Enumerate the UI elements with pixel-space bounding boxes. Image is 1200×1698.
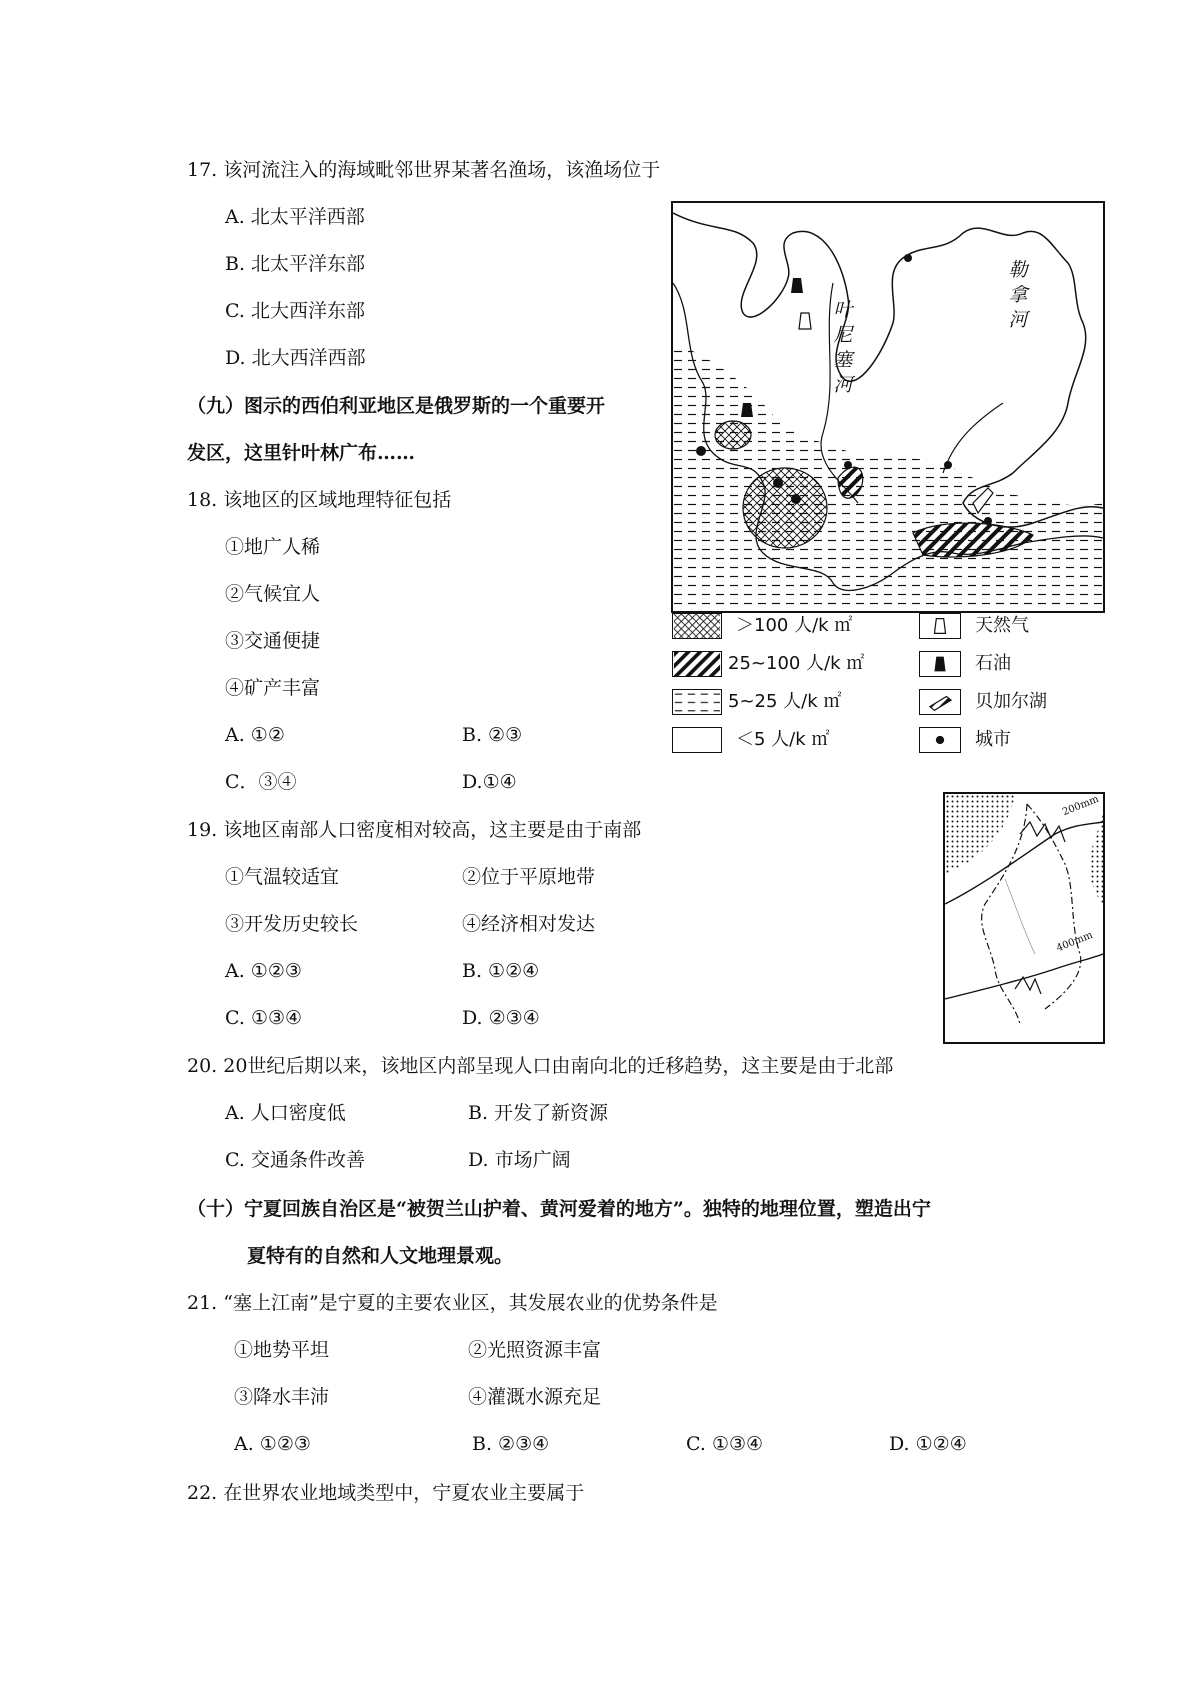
q18-item-3: ③交通便捷 xyxy=(225,630,321,652)
city-icon xyxy=(791,494,801,504)
ningxia-map-drawing xyxy=(945,794,1103,1042)
q19-item-1: ①气温较适宜 xyxy=(225,866,340,888)
q17-option-b[interactable]: B. 北太平洋东部 xyxy=(225,253,366,275)
q19-option-a[interactable]: A. ①②③ xyxy=(225,960,302,982)
city-icon xyxy=(696,446,706,456)
q20-stem: 20. 20世纪后期以来，该地区内部呈现人口由南向北的迁移趋势，这主要是由于北部 xyxy=(187,1055,894,1077)
siberia-map xyxy=(671,201,1105,613)
q17-stem: 17. 该河流注入的海域毗邻世界某著名渔场，该渔场位于 xyxy=(187,159,661,181)
q18-item-4: ④矿产丰富 xyxy=(225,677,321,699)
yenisei-river-label: 叶尼塞河 xyxy=(833,299,853,396)
section10-intro-line2: 夏特有的自然和人文地理景观。 xyxy=(247,1245,514,1267)
isohyet-400-label: 400mm xyxy=(1055,929,1095,955)
q18-option-a[interactable]: A. ①② xyxy=(225,724,285,746)
q19-stem: 19. 该地区南部人口密度相对较高，这主要是由于南部 xyxy=(187,819,642,841)
legend-item-density-5-25: 5~25 人/k ㎡ xyxy=(672,689,912,717)
section9-intro-line1: （九）图示的西伯利亚地区是俄罗斯的一个重要开 xyxy=(187,395,606,417)
q18-option-c[interactable]: C．③④ xyxy=(225,771,297,793)
q22-stem: 22. 在世界农业地域类型中，宁夏农业主要属于 xyxy=(187,1482,585,1504)
natural-gas-icon xyxy=(799,313,811,329)
section10-intro-line1: （十）宁夏回族自治区是“被贺兰山护着、黄河爱着的地方”。独特的地理位置，塑造出宁 xyxy=(187,1198,931,1220)
city-icon xyxy=(844,461,852,469)
desert-area xyxy=(1090,814,1103,904)
lena-river-label: 勒拿河 xyxy=(1008,259,1028,331)
oil-icon xyxy=(741,403,753,417)
q21-option-b[interactable]: B. ②③④ xyxy=(472,1433,550,1455)
q21-stem: 21. “塞上江南”是宁夏的主要农业区，其发展农业的优势条件是 xyxy=(187,1292,718,1314)
siberia-map-drawing xyxy=(673,203,1103,611)
desert-area xyxy=(945,794,1015,874)
q21-option-a[interactable]: A. ①②③ xyxy=(234,1433,311,1455)
oil-icon xyxy=(791,278,803,293)
q20-option-b[interactable]: B. 开发了新资源 xyxy=(468,1102,609,1124)
isohyet-400-line xyxy=(945,954,1103,999)
q21-item-4: ④灌溉水源充足 xyxy=(468,1386,602,1408)
city-icon xyxy=(984,517,992,525)
city-icon xyxy=(944,461,952,469)
q18-option-d[interactable]: D.①④ xyxy=(462,771,517,793)
legend-item-baikal: 贝加尔湖 xyxy=(919,689,1099,717)
q17-option-c[interactable]: C. 北大西洋东部 xyxy=(225,300,365,322)
ningxia-map xyxy=(943,792,1105,1044)
yellow-river-line xyxy=(1005,879,1035,954)
legend-item-density-lt5: ＜5 人/k ㎡ xyxy=(672,727,912,755)
isohyet-200-label: 200mm xyxy=(1061,793,1101,819)
density-gt100-area-2 xyxy=(715,421,751,449)
q19-item-4: ④经济相对发达 xyxy=(462,913,596,935)
q19-option-b[interactable]: B. ①②④ xyxy=(462,960,540,982)
q21-item-2: ②光照资源丰富 xyxy=(468,1339,602,1361)
q18-option-b[interactable]: B. ②③ xyxy=(462,724,523,746)
q20-option-a[interactable]: A. 人口密度低 xyxy=(225,1102,346,1124)
city-icon xyxy=(773,478,783,488)
legend-item-oil: 石油 xyxy=(919,651,1099,679)
legend-item-natural-gas: 天然气 xyxy=(919,613,1099,641)
q21-item-1: ①地势平坦 xyxy=(234,1339,330,1361)
q21-item-3: ③降水丰沛 xyxy=(234,1386,330,1408)
city-icon xyxy=(904,254,912,262)
lena-river-line xyxy=(943,403,1003,473)
section9-intro-line2: 发区，这里针叶林广布…… xyxy=(187,442,416,464)
q21-option-d[interactable]: D. ①②④ xyxy=(889,1433,967,1455)
q19-option-c[interactable]: C. ①③④ xyxy=(225,1007,303,1029)
q19-item-3: ③开发历史较长 xyxy=(225,913,359,935)
legend-item-density-gt100: ＞100 人/k ㎡ xyxy=(672,613,912,641)
q18-item-2: ②气候宜人 xyxy=(225,583,321,605)
q20-option-d[interactable]: D. 市场广阔 xyxy=(468,1149,571,1171)
q18-stem: 18. 该地区的区域地理特征包括 xyxy=(187,489,452,511)
q19-option-d[interactable]: D. ②③④ xyxy=(462,1007,540,1029)
density-gt100-area-1 xyxy=(743,468,827,548)
q18-item-1: ①地广人稀 xyxy=(225,536,321,558)
q20-option-c[interactable]: C. 交通条件改善 xyxy=(225,1149,365,1171)
legend-item-city: 城市 xyxy=(919,727,1099,755)
q21-option-c[interactable]: C. ①③④ xyxy=(686,1433,764,1455)
q19-item-2: ②位于平原地带 xyxy=(462,866,596,888)
q17-option-a[interactable]: A. 北太平洋西部 xyxy=(225,206,365,228)
siberia-map-legend xyxy=(672,613,1102,763)
legend-item-density-25-100: 25~100 人/k ㎡ xyxy=(672,651,912,679)
q17-option-d[interactable]: D. 北大西洋西部 xyxy=(225,347,366,369)
density-5-25-area xyxy=(673,343,1103,611)
